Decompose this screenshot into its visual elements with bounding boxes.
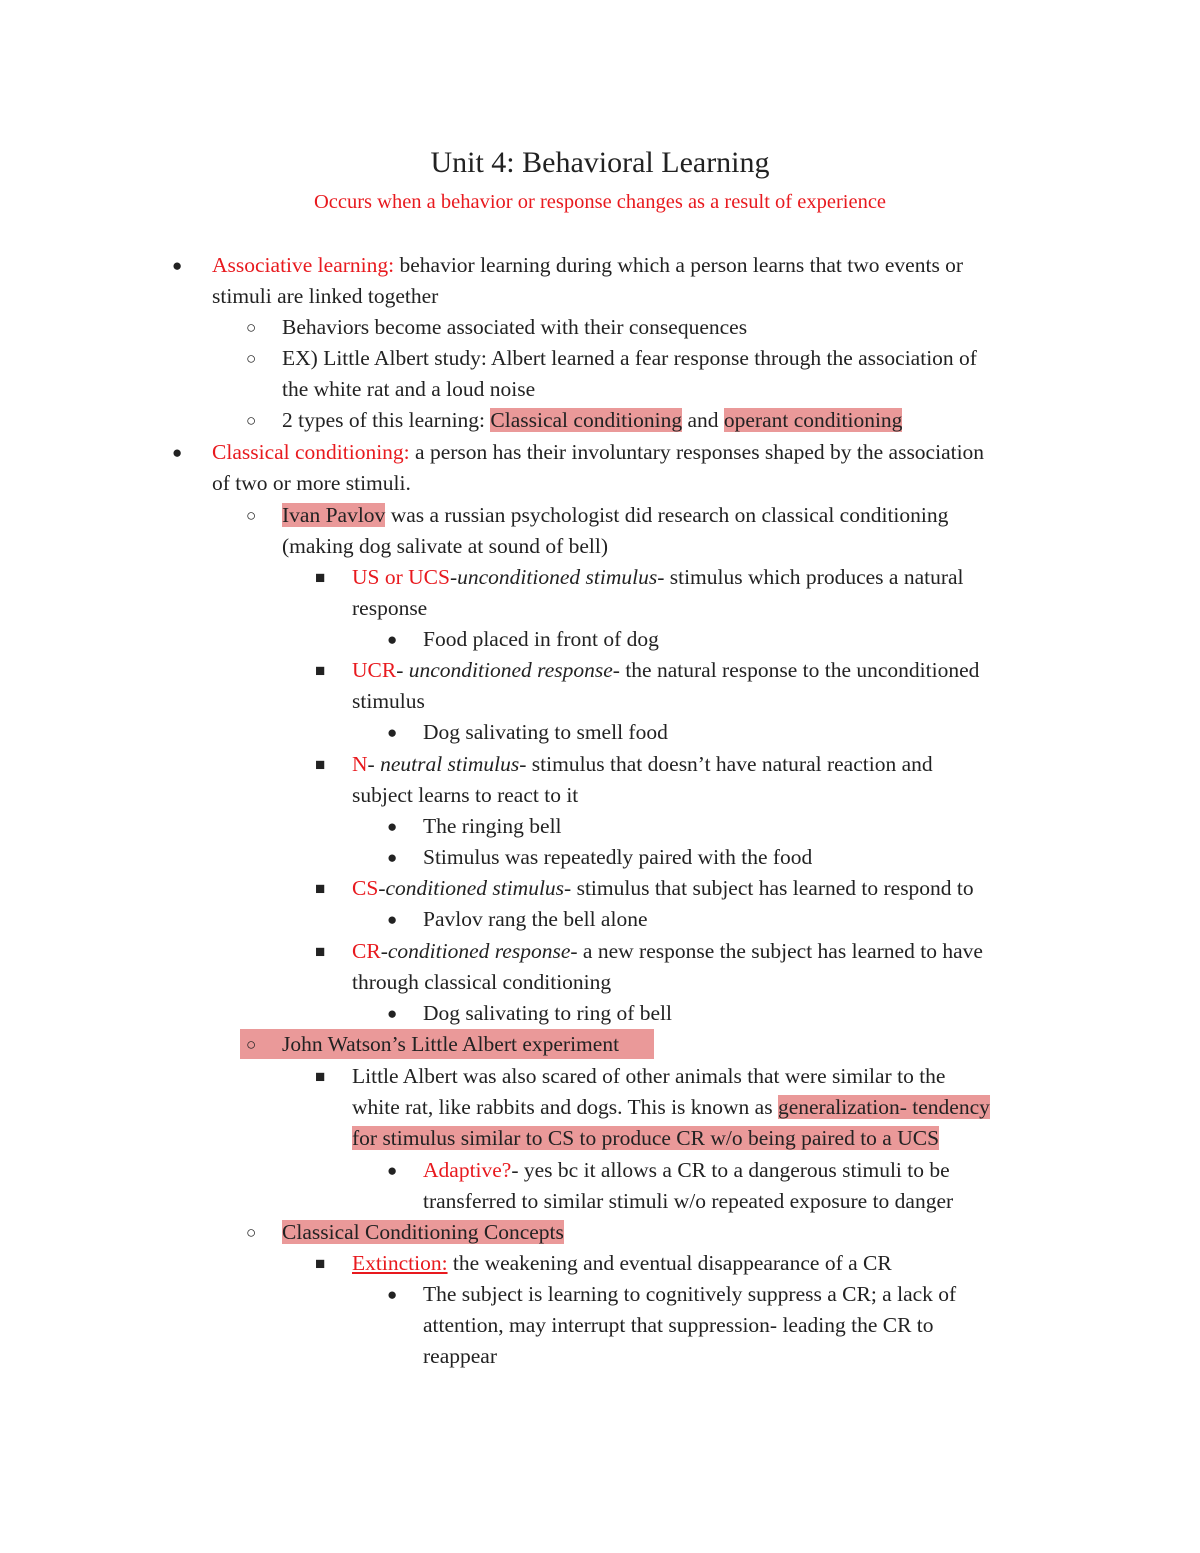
highlight-generalization-cont: for stimulus similar to CS to produce CR w/o being paired to a UCS: [352, 1126, 940, 1150]
circle-bullet: ○: [246, 411, 257, 430]
page-subtitle: Occurs when a behavior or response changes as a result of experience: [313, 191, 887, 213]
text-line: Little Albert was also scared of other animals that were similar to the: [352, 1064, 946, 1088]
text-line: the white rat and a loud noise: [282, 377, 536, 401]
definition-text: - the natural response to the unconditioned: [612, 658, 980, 682]
text-line: The ringing bell: [423, 814, 562, 838]
circle-bullet: ○: [246, 349, 257, 368]
italic-term: neutral stimulus: [380, 752, 520, 776]
text-fragment: and: [682, 408, 724, 432]
term-ucr: UCR: [352, 658, 397, 682]
text-line: Stimulus was repeatedly paired with the food: [423, 845, 813, 869]
term-cs: CS: [352, 876, 379, 900]
disc-bullet: ●: [387, 630, 398, 649]
text-fragment: -: [380, 939, 388, 963]
text-fragment: 2 types of this learning:: [282, 408, 491, 432]
text-fragment: was a russian psychologist did research on classical conditioning: [385, 503, 949, 527]
highlight-ivan-pavlov: Ivan Pavlov: [282, 503, 386, 527]
text-line: (making dog salivate at sound of bell): [282, 534, 609, 558]
text-line: response: [352, 596, 428, 620]
circle-bullet: ○: [246, 318, 257, 337]
term-us-ucs: US or UCS: [352, 565, 450, 589]
italic-term: unconditioned response: [408, 658, 613, 682]
watson-heading: John Watson’s Little Albert experiment: [282, 1032, 620, 1056]
disc-bullet: ●: [387, 910, 398, 929]
text-fragment: -: [449, 565, 458, 589]
term-associative-learning: Associative learning:: [212, 253, 395, 277]
text-fragment: -: [367, 752, 381, 776]
square-bullet: ■: [315, 879, 326, 898]
definition-text: a person has their involuntary responses shaped by the association: [409, 440, 985, 464]
disc-bullet: ●: [387, 723, 398, 742]
cr-line: [352, 936, 983, 967]
text-line: transferred to similar stimuli w/o repeated exposure to danger: [423, 1189, 954, 1213]
term-n: N: [352, 752, 368, 776]
text-line: attention, may interrupt that suppression- leading the CR to: [423, 1313, 934, 1337]
text-line: Pavlov rang the bell alone: [423, 907, 648, 931]
term-adaptive: Adaptive?: [423, 1158, 512, 1182]
text-line: stimulus: [352, 689, 425, 713]
square-bullet: ■: [315, 1254, 326, 1273]
square-bullet: ■: [315, 942, 326, 961]
definition-text: the weakening and eventual disappearance of a CR: [447, 1251, 892, 1275]
definition-text: - stimulus that doesn’t have natural reaction and: [519, 752, 933, 776]
ucr-line: [352, 655, 979, 686]
square-bullet: ■: [315, 568, 326, 587]
disc-bullet: ●: [172, 443, 183, 462]
definition-text: - stimulus that subject has learned to respond to: [564, 876, 974, 900]
text-line: EX) Little Albert study: Albert learned a fear response through the association of: [282, 346, 977, 370]
circle-bullet: ○: [246, 506, 257, 525]
text-line: reappear: [423, 1344, 497, 1368]
circle-bullet: ○: [246, 1035, 257, 1054]
learning-types-line: [282, 405, 902, 436]
definition-text: - a new response the subject has learned to have: [570, 939, 983, 963]
square-bullet: ■: [315, 1067, 326, 1086]
associative-learning-line: [212, 250, 963, 281]
disc-bullet: ●: [172, 256, 183, 275]
italic-term: conditioned stimulus: [385, 876, 565, 900]
term-classical-conditioning: Classical conditioning:: [212, 440, 410, 464]
text-line: through classical conditioning: [352, 970, 612, 994]
page-title: Unit 4: Behavioral Learning: [430, 146, 770, 179]
disc-bullet: ●: [387, 1285, 398, 1304]
text-fragment: white rat, like rabbits and dogs. This is known as: [352, 1095, 778, 1119]
text-line: Behaviors become associated with their consequences: [282, 315, 748, 339]
definition-text: behavior learning during which a person learns that two events or: [394, 253, 964, 277]
text-line: stimuli are linked together: [212, 284, 439, 308]
disc-bullet: ●: [387, 1004, 398, 1023]
circle-bullet: ○: [246, 1223, 257, 1242]
disc-bullet: ●: [387, 848, 398, 867]
italic-term: conditioned response: [387, 939, 571, 963]
pavlov-line: [282, 500, 948, 531]
classical-conditioning-line: [212, 437, 984, 468]
extinction-line: [352, 1248, 892, 1279]
term-extinction: Extinction:: [352, 1251, 448, 1275]
text-line: of two or more stimuli.: [212, 471, 411, 495]
text-line: Food placed in front of dog: [423, 627, 659, 651]
neutral-stimulus-line: [352, 749, 933, 780]
term-cr: CR: [352, 939, 381, 963]
concepts-line: [282, 1217, 564, 1248]
text-line: The subject is learning to cognitively suppress a CR; a lack of: [423, 1282, 957, 1306]
adaptive-line: [423, 1155, 950, 1186]
highlight-generalization: generalization- tendency: [777, 1095, 990, 1119]
square-bullet: ■: [315, 661, 326, 680]
generalization-line: [352, 1092, 990, 1123]
highlight-operant-conditioning: operant conditioning: [723, 408, 903, 432]
text-line: Dog salivating to ring of bell: [423, 1001, 673, 1025]
cs-line: [352, 873, 974, 904]
highlight-concepts: Classical Conditioning Concepts: [282, 1220, 564, 1244]
generalization-line-2: [352, 1123, 939, 1154]
highlight-classical-conditioning: Classical conditioning: [490, 408, 683, 432]
text-line: subject learns to react to it: [352, 783, 579, 807]
definition-text: - stimulus which produces a natural: [657, 565, 964, 589]
text-fragment: -: [378, 876, 386, 900]
text-line: Dog salivating to smell food: [423, 720, 668, 744]
italic-term: unconditioned stimulus: [457, 565, 658, 589]
square-bullet: ■: [315, 755, 326, 774]
text-fragment: -: [396, 658, 409, 682]
disc-bullet: ●: [387, 817, 398, 836]
definition-text: - yes bc it allows a CR to a dangerous stimuli to be: [511, 1158, 950, 1182]
disc-bullet: ●: [387, 1161, 398, 1180]
us-ucs-line: [352, 562, 964, 593]
